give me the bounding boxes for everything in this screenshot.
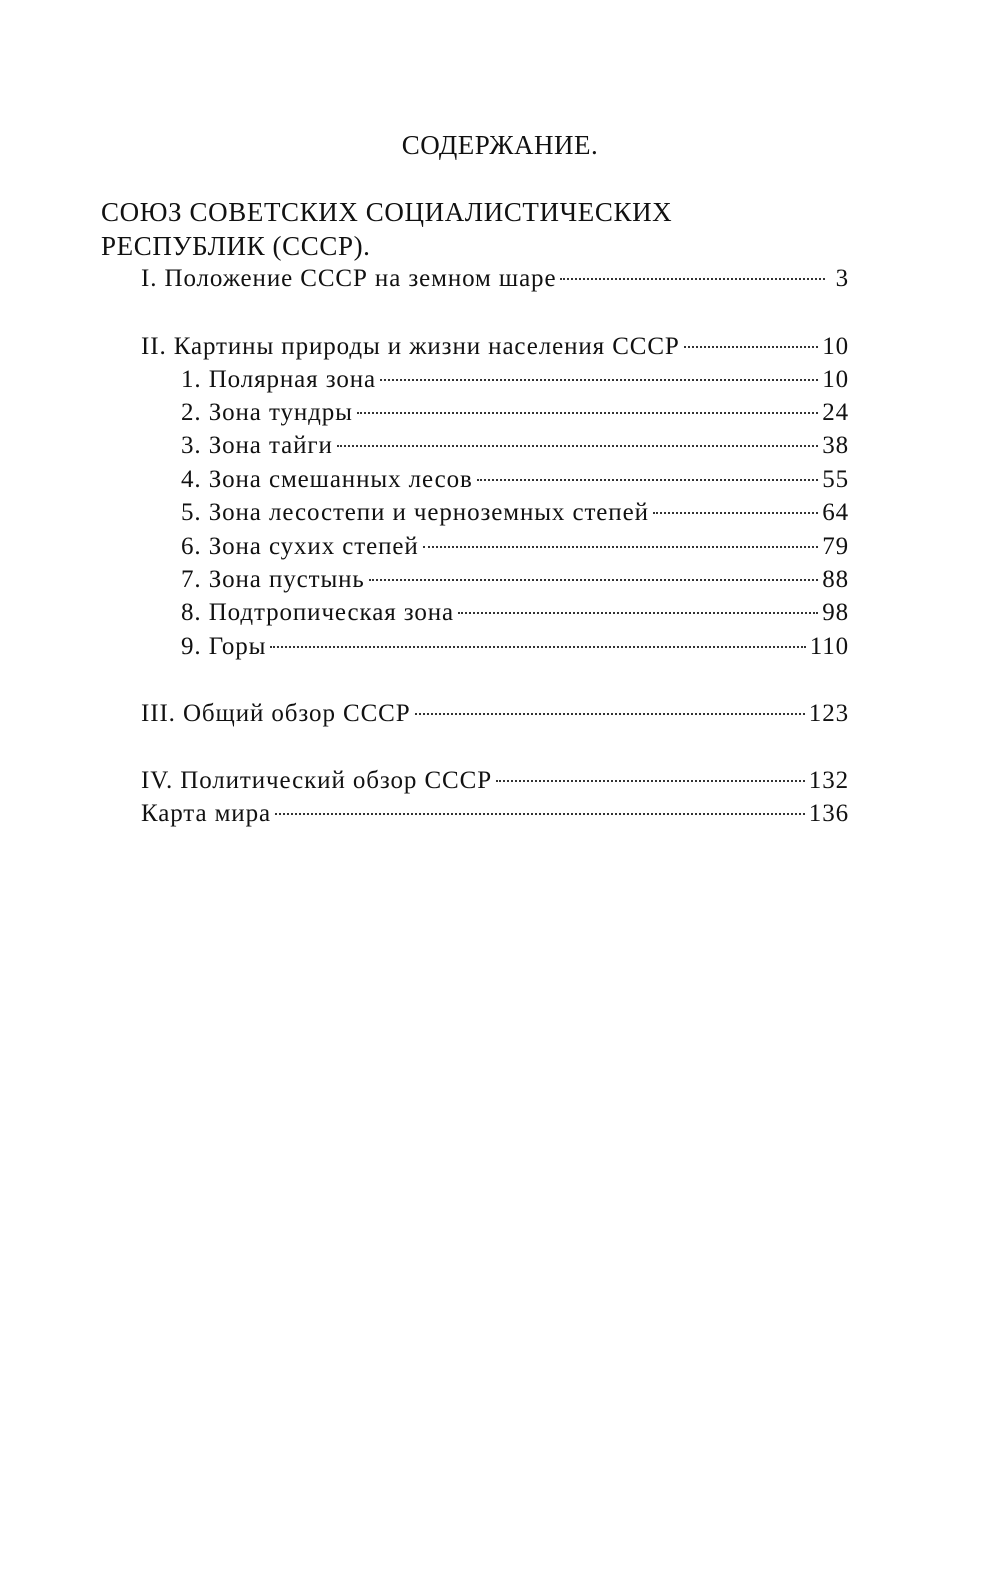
page-title: СОДЕРЖАНИЕ. xyxy=(401,130,599,160)
section-heading-line-1: СОЮЗ СОВЕТСКИХ СОЦИАЛИСТИЧЕСКИХ xyxy=(101,197,673,227)
toc-entry-page: 123 xyxy=(808,700,849,727)
toc-dot-leader xyxy=(369,579,818,581)
toc-dot-leader xyxy=(423,546,819,548)
toc-entry-page: 88 xyxy=(822,566,849,593)
toc-dot-leader xyxy=(357,412,818,414)
toc-dot-leader xyxy=(337,445,818,447)
toc-entry-world-map xyxy=(141,797,849,830)
toc-entry-title: 9. Горы xyxy=(181,633,267,660)
toc-entry-page: 132 xyxy=(808,767,849,794)
toc-entry-title: 8. Подтропическая зона xyxy=(181,599,455,626)
toc-entry-chapter-3 xyxy=(141,697,849,730)
toc-entry-title: I. Положение СССР на земном шаре xyxy=(141,265,557,292)
toc-entry-title: 6. Зона сухих степей xyxy=(181,533,419,560)
toc-entry-page: 10 xyxy=(822,333,849,360)
toc-entry-subsection-8 xyxy=(181,596,849,629)
toc-entry-title: 3. Зона тайги xyxy=(181,432,333,459)
toc-entry-page: 64 xyxy=(822,499,849,526)
toc-dot-leader xyxy=(653,512,818,514)
toc-entry-subsection-9 xyxy=(181,630,849,663)
toc-entry-page: 24 xyxy=(822,399,849,426)
toc-entry-subsection-4 xyxy=(181,463,849,496)
toc-entry-chapter-2 xyxy=(141,330,849,363)
toc-dot-leader xyxy=(560,278,825,280)
toc-entry-page: 98 xyxy=(822,599,849,626)
toc-entry-subsection-1 xyxy=(181,363,849,396)
toc-entry-title: IV. Политический обзор СССР xyxy=(141,767,493,794)
toc-dot-leader xyxy=(477,479,818,481)
toc-dot-leader xyxy=(415,713,805,715)
toc-entry-title: II. Картины природы и жизни населения СССР xyxy=(141,333,680,360)
toc-entry-page: 110 xyxy=(809,633,849,660)
toc-entry-page: 3 xyxy=(835,265,849,292)
toc-entry-title: 2. Зона тундры xyxy=(181,399,353,426)
toc-dot-leader xyxy=(380,379,818,381)
toc-entry-title: 1. Полярная зона xyxy=(181,366,377,393)
toc-entry-page: 136 xyxy=(808,800,849,827)
toc-entry-page: 10 xyxy=(822,366,849,393)
section-heading-line-2: РЕСПУБЛИК (СССР). xyxy=(101,231,371,261)
toc-entry-title: 7. Зона пустынь xyxy=(181,566,365,593)
toc-entry-subsection-2 xyxy=(181,396,849,429)
toc-entry-page: 55 xyxy=(822,466,849,493)
toc-entry-title: 4. Зона смешанных лесов xyxy=(181,466,473,493)
toc-dot-leader xyxy=(458,612,818,614)
toc-entry-page: 38 xyxy=(822,432,849,459)
section-heading xyxy=(101,195,861,263)
toc-entry-chapter-1 xyxy=(141,262,849,295)
toc-dot-leader xyxy=(275,813,805,815)
toc-entry-page: 79 xyxy=(822,533,849,560)
toc-entry-title: III. Общий обзор СССР xyxy=(141,700,411,727)
toc-entry-subsection-3 xyxy=(181,429,849,462)
toc-dot-leader xyxy=(684,346,818,348)
toc-entry-subsection-5 xyxy=(181,496,849,529)
toc-dot-leader xyxy=(496,780,805,782)
toc-entry-chapter-4 xyxy=(141,764,849,797)
toc-entry-subsection-7 xyxy=(181,563,849,596)
toc-entry-title: 5. Зона лесостепи и черноземных степей xyxy=(181,499,649,526)
toc-entry-subsection-6 xyxy=(181,530,849,563)
toc-dot-leader xyxy=(270,646,805,648)
toc-entry-title: Карта мира xyxy=(141,800,271,827)
